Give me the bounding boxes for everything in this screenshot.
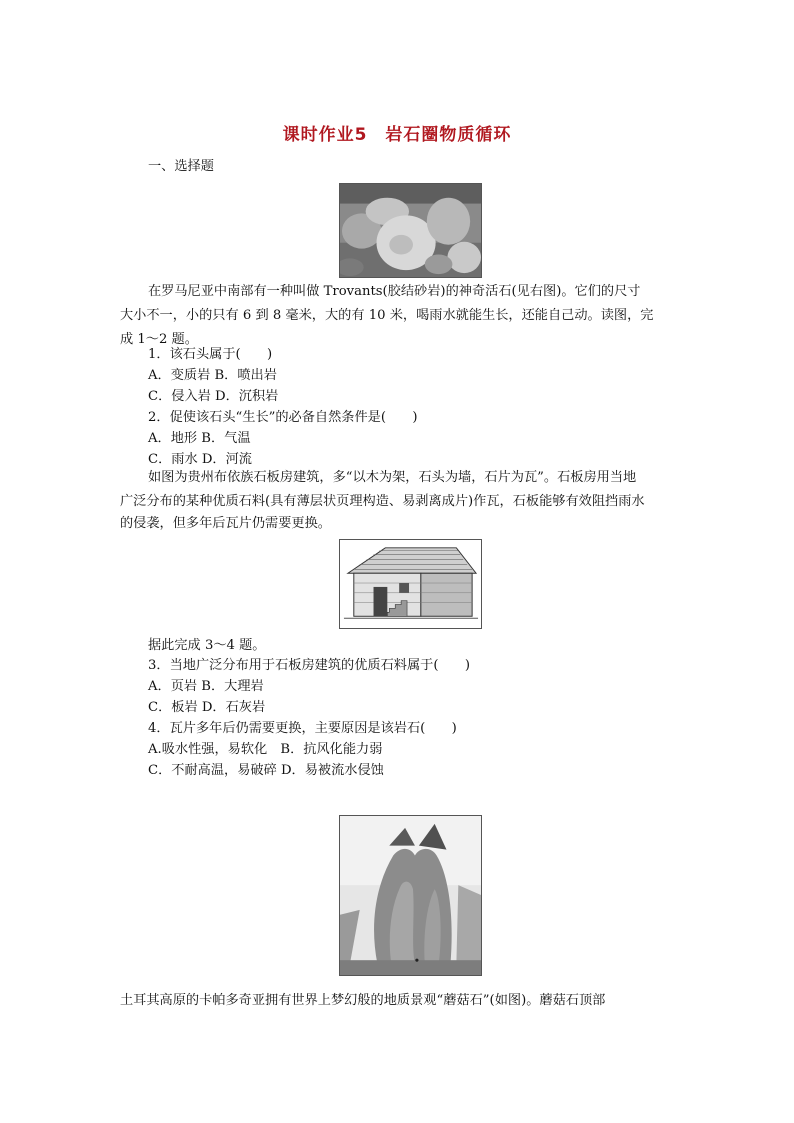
question-4-options-2: C．不耐高温，易破碎 D．易被流水侵蚀 <box>148 763 384 778</box>
question-4-stem: 4．瓦片多年后仍需要更换，主要原因是该岩石( ) <box>148 721 457 736</box>
question-1-stem: 1．该石头属于( ) <box>148 347 273 362</box>
mushroom-rocks-photo <box>339 815 482 976</box>
question-3-options-2: C．板岩 D．石灰岩 <box>148 700 266 715</box>
trovants-stones-photo <box>339 183 482 278</box>
passage1-line-1: 在罗马尼亚中南部有一种叫做 Trovants(胶结砂岩)的神奇活石(见右图)。它们的尺寸 <box>148 284 641 299</box>
page-title: 课时作业5 岩石圈物质循环 <box>282 125 512 145</box>
question-1-options-1: A．变质岩 B．喷出岩 <box>148 368 277 383</box>
stone-slab-house-figure <box>339 539 482 629</box>
question-3-options-1: A．页岩 B．大理岩 <box>148 679 264 694</box>
passage3-line-1: 土耳其高原的卡帕多奇亚拥有世界上梦幻般的地质景观“蘑菇石”(如图)。蘑菇石顶部 <box>120 993 606 1008</box>
section-heading: 一、选择题 <box>148 159 214 174</box>
question-3-stem: 3．当地广泛分布用于石板房建筑的优质石料属于( ) <box>148 658 470 673</box>
passage2-line-3: 的侵袭，但多年后瓦片仍需要更换。 <box>120 516 331 531</box>
passage1-line-2: 大小不一，小的只有 6 到 8 毫米，大的有 10 米，喝雨水就能生长，还能自己动。读图，完 <box>120 308 654 323</box>
passage2-line-2: 广泛分布的某种优质石料(具有薄层状页理构造、易剥离成片)作瓦，石板能够有效阻挡雨水 <box>120 494 645 509</box>
question-2-options-2: C．雨水 D．河流 <box>148 452 252 467</box>
question-1-options-2: C．侵入岩 D．沉积岩 <box>148 389 279 404</box>
passage2-line-1: 如图为贵州布依族石板房建筑，多“以木为架，石头为墙，石片为瓦”。石板房用当地 <box>148 470 637 485</box>
question-2-stem: 2．促使该石头“生长”的必备自然条件是( ) <box>148 410 418 425</box>
passage2-followup: 据此完成 3～4 题。 <box>148 638 266 653</box>
question-4-options-1: A.吸水性强，易软化 B．抗风化能力弱 <box>148 742 383 757</box>
question-2-options-1: A．地形 B．气温 <box>148 431 251 446</box>
passage1-line-3: 成 1～2 题。 <box>120 332 198 347</box>
